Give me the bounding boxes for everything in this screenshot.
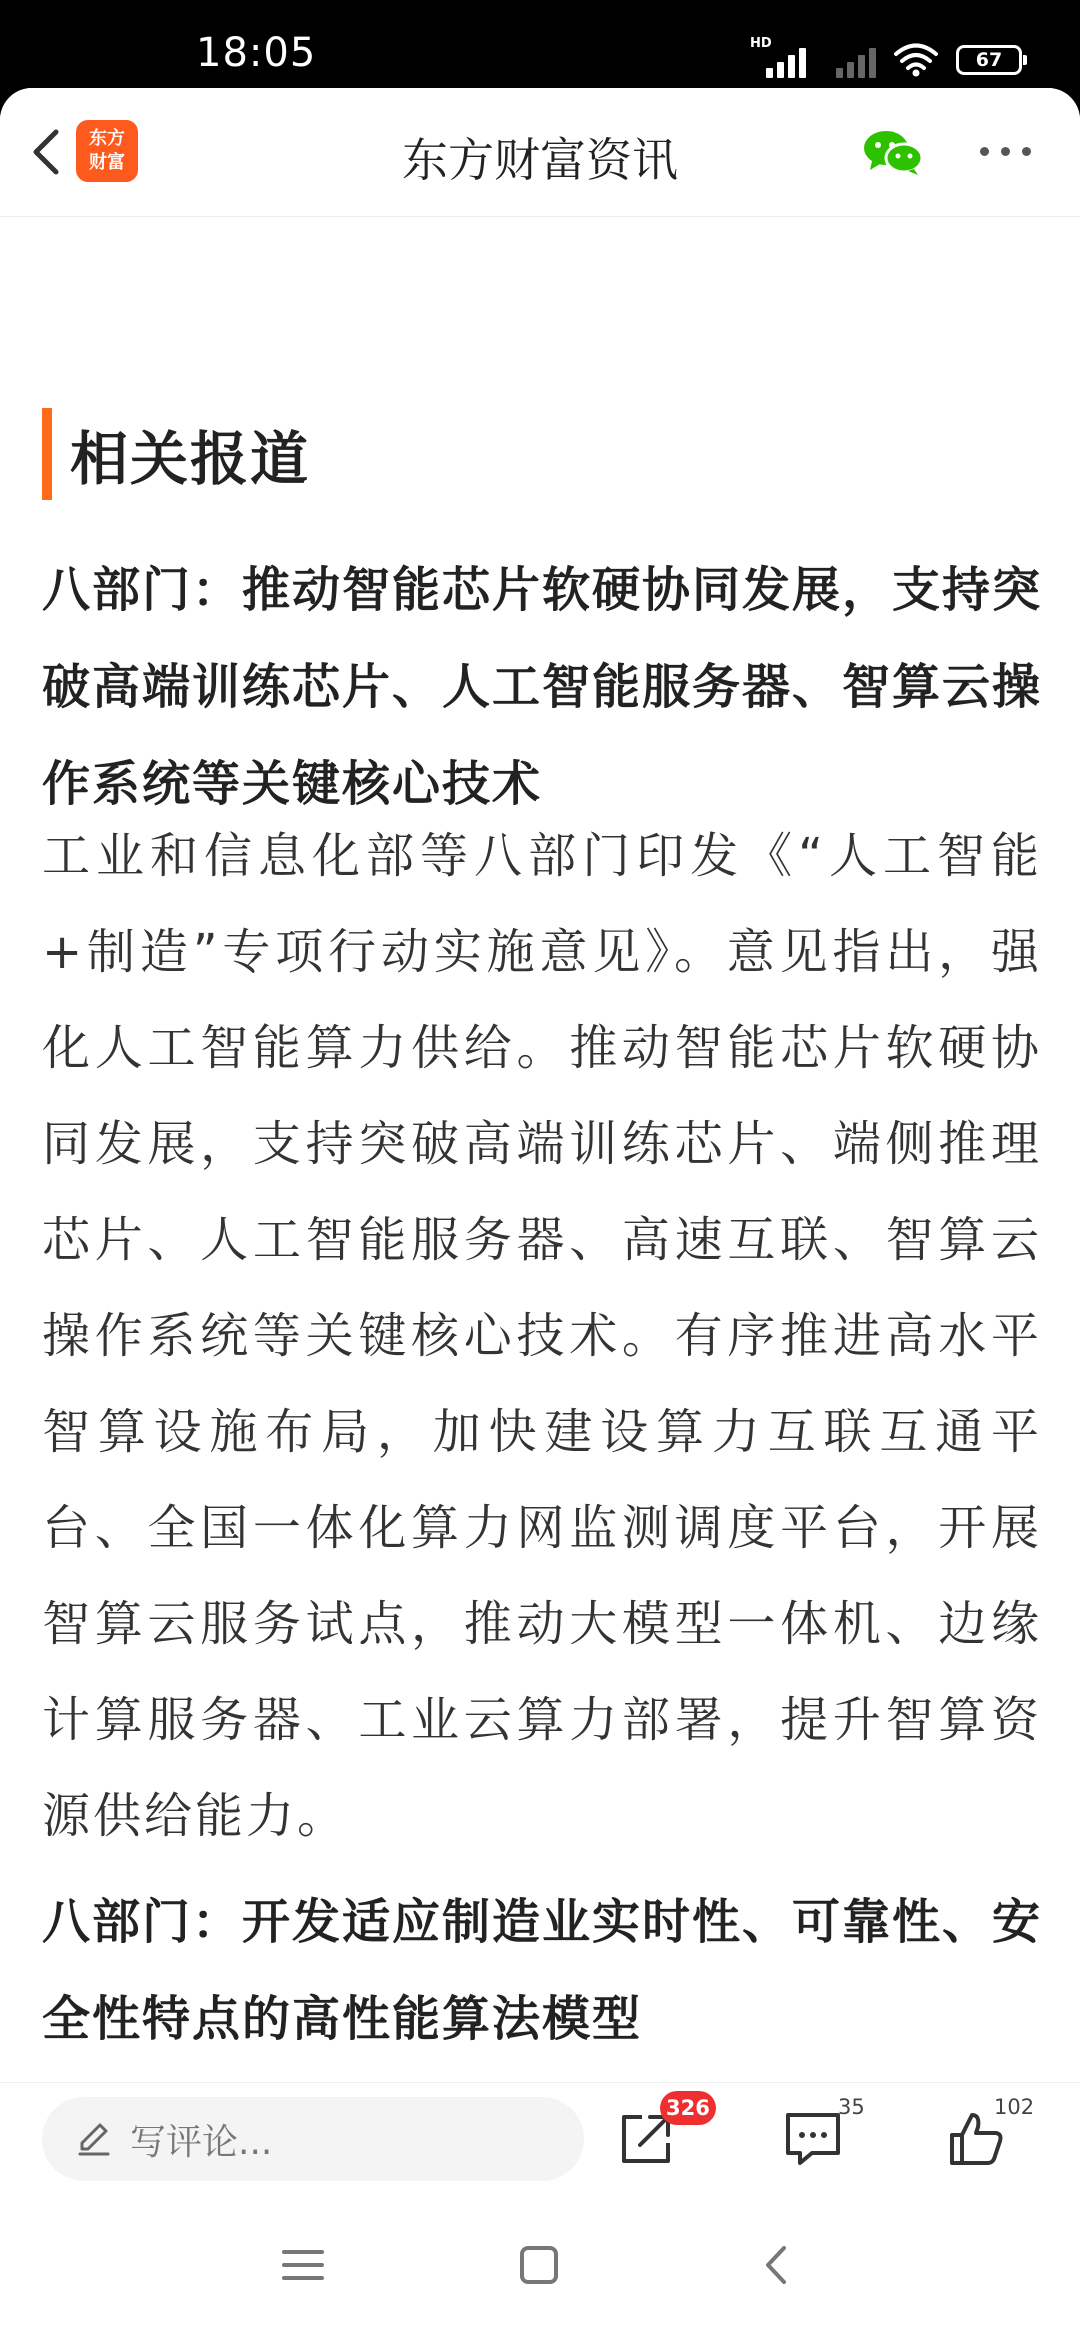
share-count-badge: 326 (660, 2091, 716, 2125)
article-content (0, 216, 1080, 2178)
related-article-body: 工业和信息化部等八部门印发《“人工智能+制造”专项行动实施意见》。意见指出，强化人工智能算力供给。推动智能芯片软硬协同发展，支持突破高端训练芯片、端侧推理芯片、人工智能服务器、高速互联、智算云操作系统等关键核心技术。有序推进高水平智算设施布局，加快建设算力互联互通平台、全国一体化算力网监测调度平台，开展智算云服务试点，推动大模型一体机、边缘计算服务器、工业云算力部署，提升智算资源供给能力。 (42, 828, 1042, 1844)
like-button[interactable] (942, 2095, 1035, 2175)
system-back-icon[interactable] (752, 2240, 802, 2290)
top-nav-bar (0, 88, 1080, 217)
more-dots-icon[interactable] (980, 144, 1032, 160)
status-bar (0, 0, 1080, 95)
pen-icon (76, 2121, 112, 2157)
status-time: 18:05 (196, 30, 317, 76)
related-article-headline[interactable]: 八部门：开发适应制造业实时性、可靠性、安全性特点的高性能算法模型 (42, 1894, 1043, 2047)
section-heading (42, 408, 310, 500)
page-title: 东方财富资讯 (402, 133, 678, 187)
section-accent-bar (42, 408, 52, 500)
status-icons (750, 36, 1022, 80)
cellular-signal-2-icon (824, 42, 876, 78)
section-title: 相关报道 (70, 425, 311, 493)
comment-input[interactable] (42, 2097, 584, 2181)
comment-count: 35 (838, 2095, 865, 2119)
cellular-signal-icon (750, 36, 806, 78)
wechat-icon[interactable] (862, 128, 924, 176)
wifi-icon (894, 43, 938, 77)
battery-icon (956, 45, 1022, 75)
system-nav-bar (0, 2188, 1080, 2340)
comment-toolbar (0, 2082, 1080, 2189)
home-square-icon[interactable] (514, 2240, 564, 2290)
share-button[interactable] (612, 2096, 710, 2175)
menu-icon[interactable] (278, 2240, 328, 2290)
network-type-label: HD (750, 36, 772, 51)
logo-line-1: 东方 (89, 128, 125, 149)
logo-line-2: 财富 (89, 152, 125, 173)
comment-placeholder: 写评论... (130, 2121, 273, 2163)
comments-button[interactable] (778, 2095, 865, 2175)
app-container (0, 88, 1080, 2340)
battery-level: 67 (975, 49, 1003, 71)
like-count: 102 (994, 2095, 1035, 2119)
related-article-headline[interactable]: 八部门：推动智能芯片软硬协同发展，支持突破高端训练芯片、人工智能服务器、智算云操作系统等关键核心技术 (42, 562, 1043, 812)
comment-bubble-icon (782, 2109, 844, 2169)
